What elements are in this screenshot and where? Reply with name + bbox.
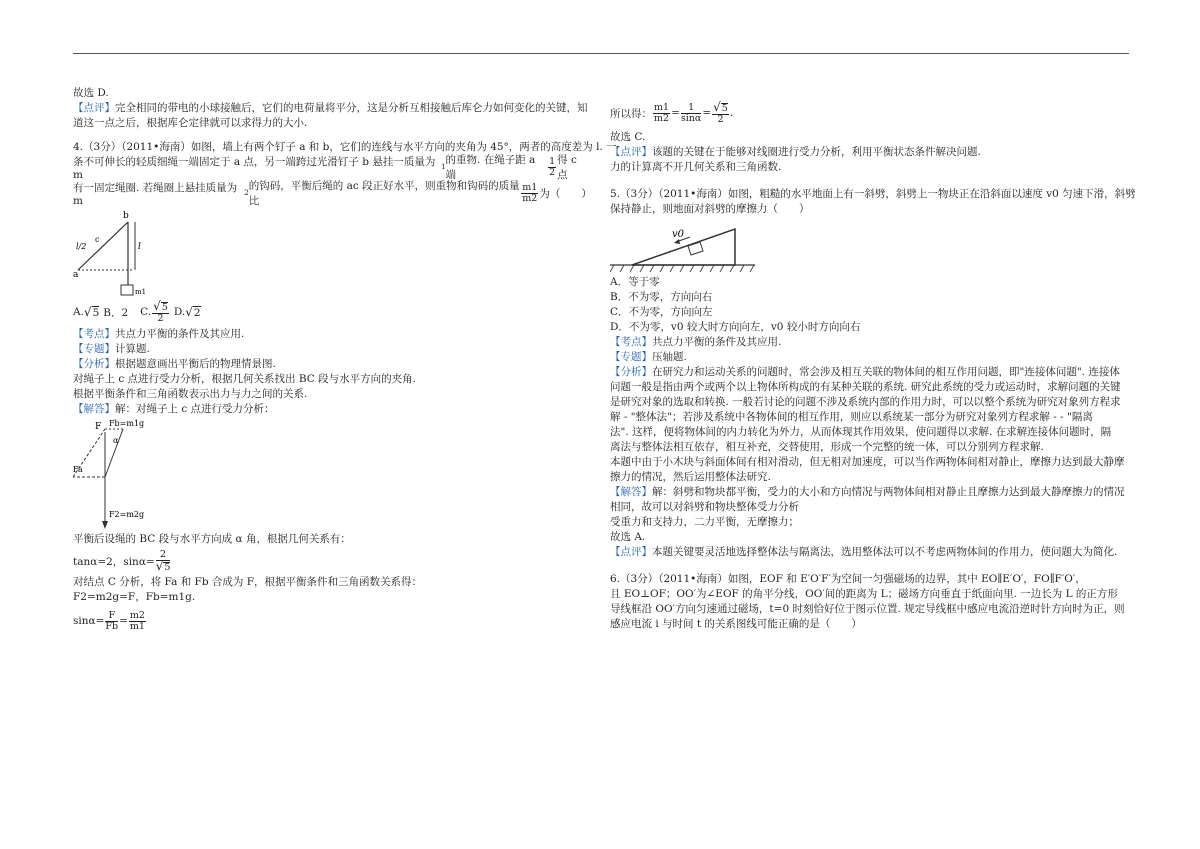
q5-jieda-3: 受重力和支持力，二力平衡，无摩擦力； — [610, 516, 799, 528]
kaodian-text: 共点力平衡的条件及其应用. — [115, 328, 245, 340]
q5-fenxi — [610, 365, 1130, 380]
comment-text: 完全相同的带电的小球接触后，它们的电荷量将平分，这是分析互相接触后库仑力如何变化的关键，知 — [115, 102, 588, 114]
label-half: l/2 — [76, 242, 87, 251]
q4-text-3: F2=m2g=F，Fb=m1g. — [73, 591, 196, 603]
q4-text: 条不可伸长的轻质细绳一端固定于 a 点，另一端跨过光滑钉子 b 悬挂一质量为 m — [73, 155, 436, 181]
option-c-fraction — [152, 298, 169, 324]
q4-tan-line — [73, 547, 590, 575]
comment-tag: 【点评】 — [610, 546, 652, 558]
sqrt-icon: √ — [153, 298, 161, 313]
q4-figure-nails — [73, 207, 173, 297]
q6-line-2: 且 EO⊥OF；OO′为∠EOF 的角平分线，OO′间的距离为 L；磁场方向垂直于纸面向里. 一边长为 L 的正方形 — [610, 588, 1118, 600]
equals-sign: = — [671, 107, 680, 119]
zhuanti-tag: 【专题】 — [610, 351, 652, 363]
sqrt-icon: √ — [155, 558, 164, 573]
q5-kaodian — [610, 335, 1130, 350]
option-a-label: A. — [73, 306, 84, 318]
q4-answer: 故选 C. — [610, 131, 646, 143]
q5-option-c: C．不为零，方向向左 — [610, 306, 713, 318]
comment-text: 该题的关键在于能够对线圈进行受力分析，利用平衡状态条件解决问题. — [652, 146, 981, 158]
q5-option-a: A．等于零 — [610, 276, 660, 288]
numerator: 1 — [549, 155, 556, 167]
q4-zhuanti — [73, 342, 590, 357]
numerator: m1 — [654, 101, 670, 113]
q6-line-4: 感应电流 i 与时间 t 的关系图线可能正确的是（ ） — [610, 618, 862, 630]
numerator: m2 — [129, 609, 145, 621]
numerator: m1 — [522, 181, 538, 193]
q4-text: 有一固定绳圈. 若绳圈上悬挂质量为 m — [73, 181, 238, 207]
label-Fb: Fb=m1g — [109, 419, 145, 428]
jieda-text: 解：斜劈和物块都平衡，受力的大小和方向情况与两物体间相对静止且摩擦力达到最大静摩擦力的情况 — [652, 486, 1125, 498]
label-c: c — [95, 235, 100, 244]
numerator: 1 — [681, 103, 701, 114]
sin-text: sinα= — [73, 615, 105, 627]
option-c-label: C. — [140, 306, 152, 318]
sqrt-value: 5 — [161, 301, 168, 313]
numerator — [152, 298, 169, 314]
tan-fraction — [156, 550, 171, 573]
q5-option-b: B．不为零，方向向右 — [610, 291, 713, 303]
sqrt-icon: √ — [713, 99, 721, 114]
q4-line-1: 4.（3分）（2011•海南）如图，墙上有两个钉子 a 和 b，它们的连线与水平方向的夹角为 45°，两者的高度差为 l. 一 — [73, 141, 617, 153]
q5-fenxi-5: 法". 这样，便将物体间的内力转化为外力，从而体现其作用效果，使问题得以求解. 在求解连接体问题时，隔 — [610, 426, 1112, 438]
right-column — [610, 96, 1136, 632]
jieda-tag: 【解答】 — [610, 486, 652, 498]
denominator: 2 — [717, 113, 724, 125]
numerator: 2 — [156, 550, 171, 561]
kaodian-tag: 【考点】 — [73, 328, 115, 340]
q4-sin-line — [73, 605, 590, 637]
q3-comment-2: 道这一点之后，根据库仑定律就可以求得力的大小. — [73, 117, 308, 129]
period: . — [729, 107, 734, 119]
jieda-tag: 【解答】 — [73, 403, 115, 415]
result-fraction — [712, 99, 729, 125]
denominator: Fb — [105, 620, 119, 632]
left-column — [73, 86, 617, 637]
kaodian-tag: 【考点】 — [610, 336, 652, 348]
q5-fenxi-2: 问题一般是指由两个或两个以上物体所构成的有某种关联的系统. 研究此系统的受力或运动时，求解问题的关键 — [610, 381, 1121, 393]
option-d-value: 2 — [193, 306, 201, 319]
fenxi-text: 根据题意画出平衡后的物理情景图. — [115, 358, 276, 370]
fraction-half — [548, 157, 556, 178]
q5-comment — [610, 545, 1130, 560]
label-b: b — [123, 211, 129, 221]
q4-fenxi — [73, 357, 590, 372]
sqrt-value: 5 — [721, 102, 728, 114]
equals-sign: = — [702, 107, 712, 119]
q4-kaodian — [73, 327, 590, 342]
fenxi-tag: 【分析】 — [610, 366, 652, 378]
q4-text-1: 平衡后设绳的 BC 段与水平方向成 α 角，根据几何关系有： — [73, 533, 351, 545]
q4-options — [73, 297, 590, 327]
zhuanti-tag: 【专题】 — [73, 343, 115, 355]
denominator: m2 — [522, 192, 538, 204]
label-Fa: Fa — [73, 465, 83, 474]
q4-text: 的钩码，平衡后绳的 ac 段正好水平，则重物和钩码的质量比 — [248, 180, 520, 207]
sqrt-icon: √ — [83, 305, 92, 319]
denominator: 2 — [549, 166, 556, 178]
option-d-label: D. — [173, 306, 186, 318]
q3-comment — [73, 101, 590, 116]
q5-fenxi-7: 本题中由于小木块与斜面体间有相对滑动，但无相对加速度，可以当作两物体间相对静止，摩擦力达到最大静摩 — [610, 456, 1125, 468]
denominator — [155, 558, 171, 573]
numerator — [712, 99, 729, 115]
label-F: F — [95, 422, 102, 432]
q4-text: 为（ ） — [539, 187, 592, 200]
q5-fenxi-4: 解 - "整体法"；若涉及系统中各物体间的相互作用，则应以系统某一部分为研究对象列方程求解 - - "隔离 — [610, 411, 1093, 423]
header-rule — [73, 53, 1129, 54]
q4-force-diagram — [73, 417, 173, 532]
zhuanti-text: 压轴题. — [652, 351, 687, 363]
option-b: B．2 — [103, 306, 129, 319]
q4-text: 的重物. 在绳子距 a 端 — [445, 154, 536, 181]
q5-option-d: D．不为零，v0 较大时方向向左，v0 较小时方向向右 — [610, 321, 861, 333]
equals-sign: = — [119, 615, 128, 627]
label-l: l — [138, 242, 141, 252]
q3-answer: 故选 D. — [73, 87, 109, 99]
denominator: m1 — [129, 620, 145, 632]
q5-figure-wedge — [610, 217, 760, 275]
q5-line-1: 5.（3分）（2011•海南）如图，粗糙的水平地面上有一斜劈，斜劈上一物块正在沿斜面以速度 v0 匀速下滑，斜劈 — [610, 188, 1136, 200]
tan-text: tanα=2，sinα= — [73, 555, 155, 568]
sin-fraction-2 — [129, 611, 146, 632]
label-F2: F2=m2g — [109, 510, 145, 519]
sqrt-icon: √ — [185, 305, 193, 319]
q6-line-1: 6.（3分）（2011•海南）如图，EOF 和 E′O′F′为空间一匀强磁场的边界，其中 EO∥E′O′，FO∥F′O′， — [610, 573, 1086, 585]
q5-zhuanti — [610, 350, 1130, 365]
zhuanti-text: 计算题. — [115, 343, 150, 355]
q4-comment — [610, 145, 1130, 160]
q4-jieda — [73, 402, 590, 417]
q4-fenxi-2: 对绳子上 c 点进行受力分析，根据几何关系找出 BC 段与水平方向的夹角. — [73, 373, 417, 385]
label-alpha: α — [113, 436, 119, 445]
q5-fenxi-8: 擦力的情况，然后运用整体法研究. — [610, 471, 771, 483]
sin-fraction-1 — [105, 611, 118, 632]
comment-text: 本题关键要灵活地选择整体法与隔离法，选用整体法可以不考虑两物体间的作用力，使问题大为简化. — [652, 546, 1118, 558]
so-text: 所以得： — [610, 107, 652, 120]
fenxi-text: 在研究力和运动关系的问题时，常会涉及相互关联的物体间的相互作用问题，即"连接体问题". 连接体 — [652, 366, 1120, 378]
q5-jieda — [610, 485, 1130, 500]
q4-conclusion — [610, 96, 1130, 130]
label-m: m1 — [135, 288, 147, 296]
subscript: 2 — [244, 189, 249, 197]
ratio-fraction — [653, 103, 670, 124]
subscript: 1 — [441, 163, 446, 171]
denominator: 2 — [157, 312, 164, 324]
fraction-mass-ratio — [521, 183, 538, 204]
numerator: F — [105, 611, 118, 622]
sin-fraction — [681, 103, 701, 124]
q5-answer: 故选 A. — [610, 531, 646, 543]
label-a: a — [73, 270, 79, 280]
denominator: sinα — [680, 112, 702, 124]
q4-comment-2: 力的计算离不开几何关系和三角函数. — [610, 161, 782, 173]
comment-tag: 【点评】 — [73, 102, 115, 114]
comment-tag: 【点评】 — [610, 146, 652, 158]
q5-fenxi-3: 是研究对象的选取和转换. 一般若讨论的问题不涉及系统内部的作用力时，可以以整个系统为研究对象列方程求 — [610, 396, 1121, 408]
label-v0: v0 — [672, 229, 685, 240]
sqrt-value: 5 — [164, 561, 171, 573]
denominator: m2 — [654, 112, 670, 124]
q4-fenxi-3: 根据平衡条件和三角函数表示出力与力之间的关系. — [73, 388, 308, 400]
q6-line-3: 导线框沿 OO′方向匀速通过磁场，t=0 时刻恰好位于图示位置. 规定导线框中感应电流沿逆时针方向时为正，则 — [610, 603, 1125, 615]
q4-text: 得 c 点 — [557, 154, 577, 181]
fenxi-tag: 【分析】 — [73, 358, 115, 370]
jieda-text: 解：对绳子上 c 点进行受力分析： — [115, 403, 275, 415]
q5-fenxi-6: 离法与整体法相互依存，相互补充，交替使用，形成一个完整的统一体，可以分别列方程求解. — [610, 441, 1044, 453]
q4-line-2 — [73, 155, 590, 179]
q4-text-2: 对结点 C 分析，将 Fa 和 Fb 合成为 F，根据平衡条件和三角函数关系得： — [73, 576, 423, 588]
kaodian-text: 共点力平衡的条件及其应用. — [652, 336, 782, 348]
option-a-value: 5 — [92, 306, 100, 319]
q5-jieda-2: 相同，故可以对斜劈和物块整体受力分析 — [610, 501, 799, 513]
q4-line-3 — [73, 179, 590, 207]
q5-line-2: 保持静止，则地面对斜劈的摩擦力（ ） — [610, 203, 810, 215]
